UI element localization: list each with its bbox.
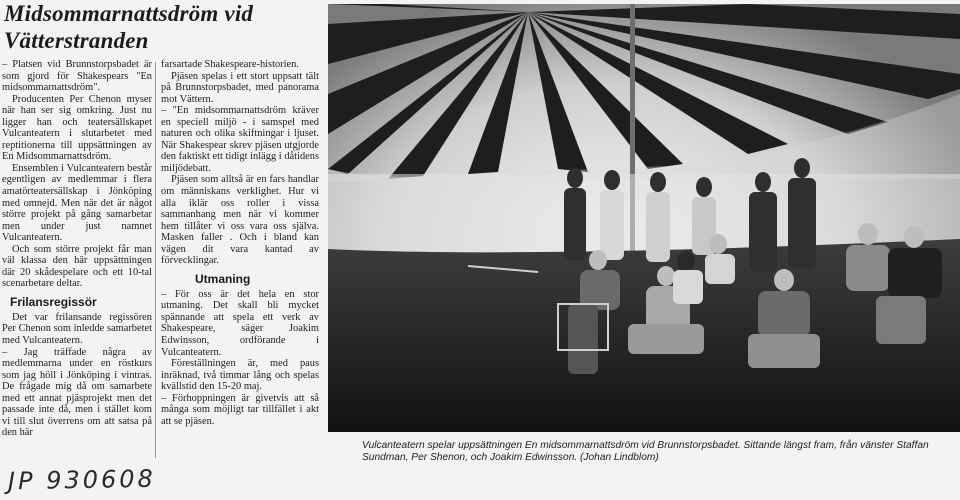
paragraph: Det var frilansande regissören Per Chenon som inledde samarbetet med Vulcanteatern. — [2, 311, 152, 347]
article-headline: Midsommarnattsdröm vid Vätterstranden — [4, 1, 254, 53]
paragraph: – Jag träffade några av medlemmarna under en röstkurs som jag höll i Jönköping i vintras. De frågade mig då om samarbete med ett annat pjäsprojekt men det passade inte då, men i stället kom vi till slut överrens om att satsa på den här — [2, 346, 152, 439]
subheading: Frilansregissör — [10, 294, 97, 309]
photo-caption: Vulcanteatern spelar uppsättningen En midsommarnattsdröm vid Brunnstorpsbadet. Sittande längst fram, från vänster Staffan Sundman, Per Shenon, och Joakim Edwinsson. (Johan Lindblom) — [362, 440, 929, 463]
article-column-1 — [2, 59, 152, 439]
paragraph: – Förhoppningen är givetvis att så många som möjligt tar tillfället i akt att se pjäsen. — [161, 392, 319, 427]
paragraph: Producenten Per Chenon myser när han ser sig omkring. Just nu ligger han och teatersällskapet Vulcanteatern i slutarbetet med reptitionerna till uppsättningen av En Midsommarnattsdröm. — [2, 93, 152, 163]
paragraph: Föreställningen är, med paus inräknad, två timmar lång och spelas kvällstid den 15-20 maj. — [161, 358, 319, 393]
paragraph: Pjäsen spelas i ett stort uppsatt tält på Brunnstorpsbadet, med panorama mot Vättern. — [161, 70, 319, 105]
handwritten-date-note: JP 930608 — [7, 464, 157, 496]
article-column-2 — [161, 59, 319, 427]
article-text-area — [0, 0, 328, 500]
paragraph: farsartade Shakespeare-historien. — [161, 59, 299, 70]
paragraph: Ensemblen i Vulcanteatern består egentligen av medlemmar i flera amatörteatersällskap i Jönköping med omnejd. Men när det är något större projekt på gång samarbetar men under just namnet Vulcanteatern. — [2, 162, 152, 244]
paragraph: Pjäsen som alltså är en fars handlar om människans verklighet. Hur vi alla iklär oss roller i vissa sammanhang men när vi kommer hem tillåter vi oss vara oss själva. Masken faller . Och i bland kan vägen dit vara kantad av förvecklingar. — [161, 174, 319, 267]
paragraph: Och som större projekt får man väl klassa den här uppsättningen där 20 skådespelare och ett 10-tal scenarbetare deltar. — [2, 243, 152, 290]
subheading: Utmaning — [195, 271, 251, 286]
column-divider — [155, 62, 156, 458]
photo-illustration — [328, 4, 960, 432]
paragraph: – "En midsommarnattsdröm kräver en speciell miljö - i samspel med naturen och olika skiftningar i ljuset. När Shakespear skrev pjäsen utgjorde den faktiskt ett tidigt inlägg i dåtidens miljödebatt. — [161, 105, 319, 174]
paragraph: – Platsen vid Brunnstorpsbadet är som gjord för Shakespears "En midsommarnattsdröm". — [2, 59, 152, 94]
tent-group-photo — [328, 4, 960, 432]
paragraph: – För oss är det hela en stor utmaning. Det skall bli mycket spännande att spela ett verk av Shakespeare, säger Joakim Edwinsson, ordförande i Vulcanteatern. — [161, 288, 319, 358]
